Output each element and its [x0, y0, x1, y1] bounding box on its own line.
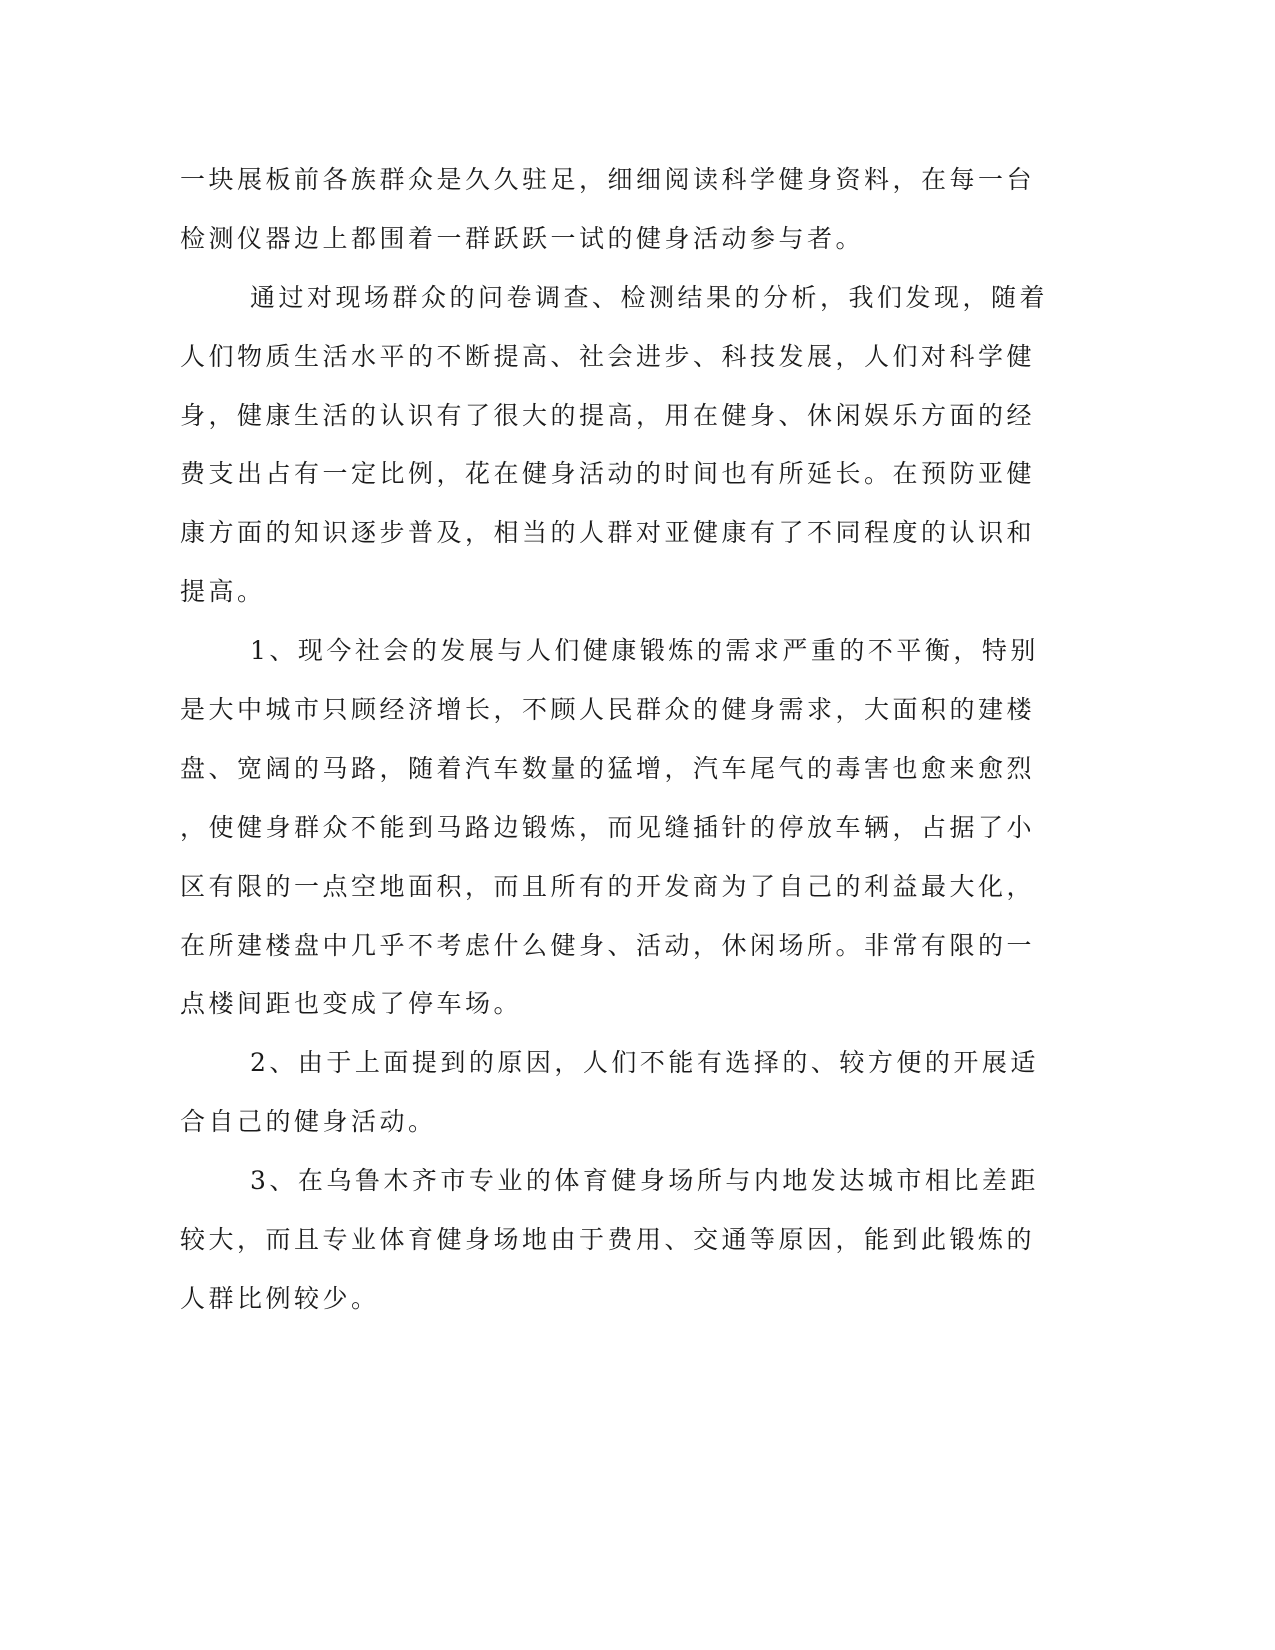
text-line: 康方面的知识逐步普及，相当的人群对亚健康有了不同程度的认识和	[180, 518, 1036, 547]
text-line: ，使健身群众不能到马路边锻炼，而见缝插针的停放车辆，占据了小	[180, 813, 1036, 842]
text-line: 2、由于上面提到的原因，人们不能有选择的、较方便的开展适	[250, 1048, 1039, 1077]
text-line: 提高。	[180, 577, 266, 606]
text-line: 合自己的健身活动。	[180, 1107, 437, 1136]
text-line: 身，健康生活的认识有了很大的提高，用在健身、休闲娱乐方面的经	[180, 401, 1036, 430]
text-line: 在所建楼盘中几乎不考虑什么健身、活动，休闲场所。非常有限的一	[180, 931, 1036, 960]
text-line: 是大中城市只顾经济增长，不顾人民群众的健身需求，大面积的建楼	[180, 695, 1036, 724]
text-line: 通过对现场群众的问卷调查、检测结果的分析，我们发现，随着	[250, 283, 1049, 312]
text-line: 3、在乌鲁木齐市专业的体育健身场所与内地发达城市相比差距	[250, 1166, 1039, 1195]
text-line: 一块展板前各族群众是久久驻足，细细阅读科学健身资料，在每一台	[180, 165, 1036, 194]
text-line: 费支出占有一定比例，花在健身活动的时间也有所延长。在预防亚健	[180, 459, 1036, 488]
text-line: 检测仪器边上都围着一群跃跃一试的健身活动参与者。	[180, 224, 865, 253]
text-line: 1、现今社会的发展与人们健康锻炼的需求严重的不平衡，特别	[250, 636, 1039, 665]
text-line: 盘、宽阔的马路，随着汽车数量的猛增，汽车尾气的毒害也愈来愈烈	[180, 754, 1036, 783]
text-line: 人们物质生活水平的不断提高、社会进步、科技发展，人们对科学健	[180, 342, 1036, 371]
text-line: 人群比例较少。	[180, 1284, 380, 1313]
text-line: 区有限的一点空地面积，而且所有的开发商为了自己的利益最大化，	[180, 872, 1036, 901]
text-line: 较大，而且专业体育健身场地由于费用、交通等原因，能到此锻炼的	[180, 1225, 1036, 1254]
text-line: 点楼间距也变成了停车场。	[180, 989, 523, 1018]
